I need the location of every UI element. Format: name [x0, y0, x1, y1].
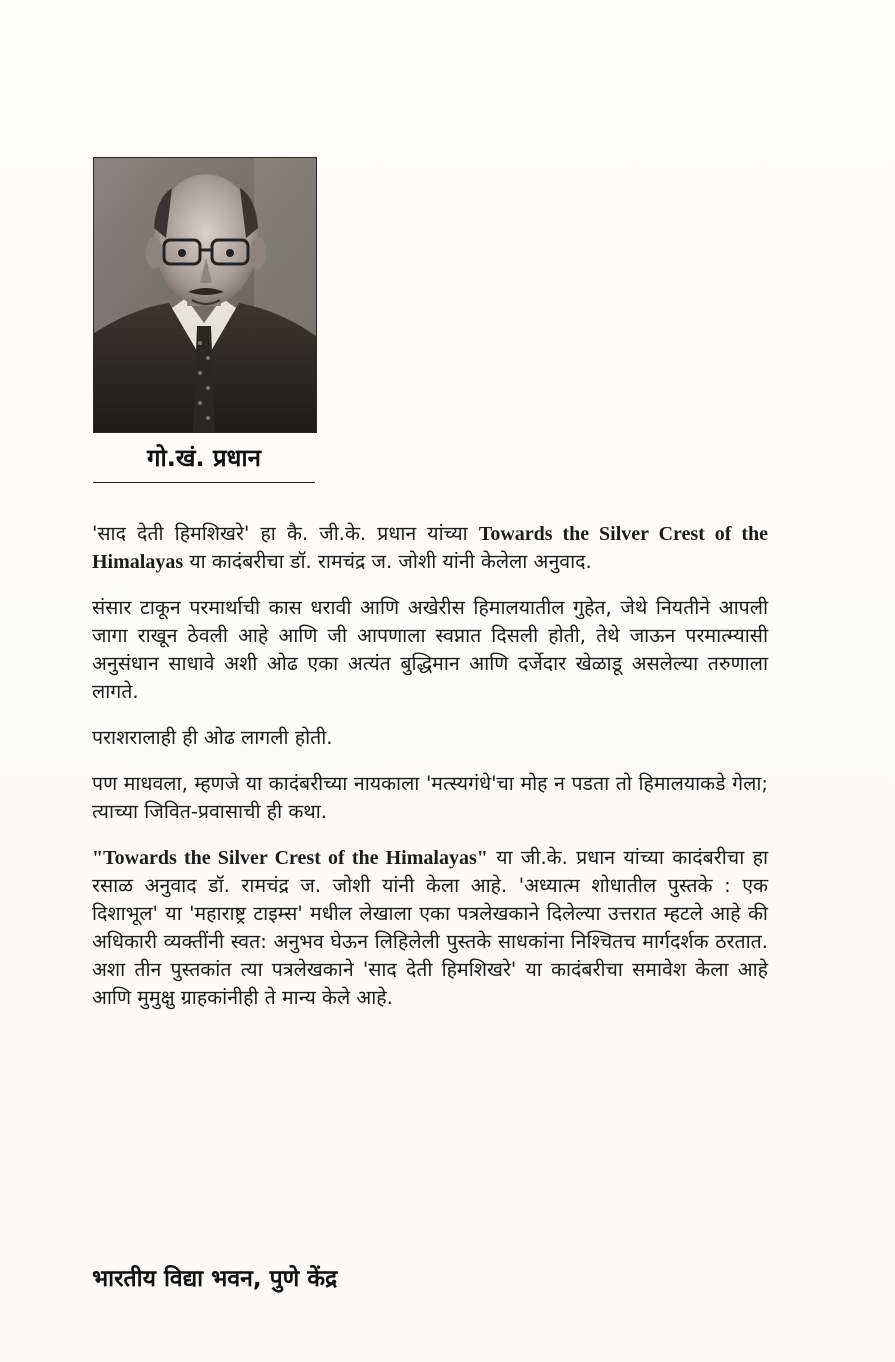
paragraph-parashar: पराशरालाही ही ओढ लागली होती.	[92, 726, 333, 749]
author-name-caption: गो.खं. प्रधान	[147, 444, 261, 472]
author-portrait-photo	[93, 157, 317, 433]
english-title: Towards the Silver Crest of the Himalayas	[92, 523, 768, 573]
publisher-name: भारतीय विद्या भवन, पुणे केंद्र	[92, 1266, 338, 1292]
english-title-quoted: "Towards the Silver Crest of the Himalayas"	[92, 847, 488, 869]
paragraph-review	[92, 844, 768, 1012]
intro-part-c: या कादंबरीचा डॉ. रामचंद्र ज. जोशी यांनी केलेला अनुवाद.	[183, 550, 592, 573]
blurb-text	[92, 520, 768, 1030]
portrait-illustration	[94, 158, 316, 432]
intro-part-a: 'साद देती हिमशिखरे' हा कै. जी.के. प्रधान यांच्या	[92, 522, 479, 545]
paragraph-summary: संसार टाकून परमार्थाची कास धरावी आणि अखेरीस हिमालयातील गुहेत, जेथे नियतीने आपली जागा राखून ठेवली आहे आणि जी आपणाला स्वप्नात दिसली होती, तेथे जाऊन परमात्म्यासी अनुसंधान साधावे अशी ओढ एका अत्यंत बुद्धिमान आणि दर्जेदार खेळाडू असलेल्या तरुणाला लागते.	[92, 596, 768, 703]
paragraph-madhav: पण माधवला, म्हणजे या कादंबरीच्या नायकाला 'मत्स्यगंधे'चा मोह न पडता तो हिमालयाकडे गेला; त्याच्या जिवित-प्रवासाची ही कथा.	[92, 772, 768, 823]
paragraph-intro	[92, 520, 768, 576]
caption-underline	[93, 482, 315, 483]
review-text: या जी.के. प्रधान यांच्या कादंबरीचा हा रसाळ अनुवाद डॉ. रामचंद्र ज. जोशी यांनी केला आहे. 'अध्यात्म शोधातील पुस्तके : एक दिशाभूल' या 'महाराष्ट्र टाइम्स' मधील लेखाला एका पत्रलेखकाने दिलेल्या उत्तरात म्हटले आहे की अधिकारी व्यक्तींनी स्वत: अनुभव घेऊन लिहिलेली पुस्तके साधकांना निश्चितच मार्गदर्शक ठरतात. अशा तीन पुस्तकांत त्या पत्रलेखकाने 'साद देती हिमशिखरे' या कादंबरीचा समावेश केला आहे आणि मुमुक्षु ग्राहकांनीही ते मान्य केले आहे.	[92, 846, 768, 1009]
